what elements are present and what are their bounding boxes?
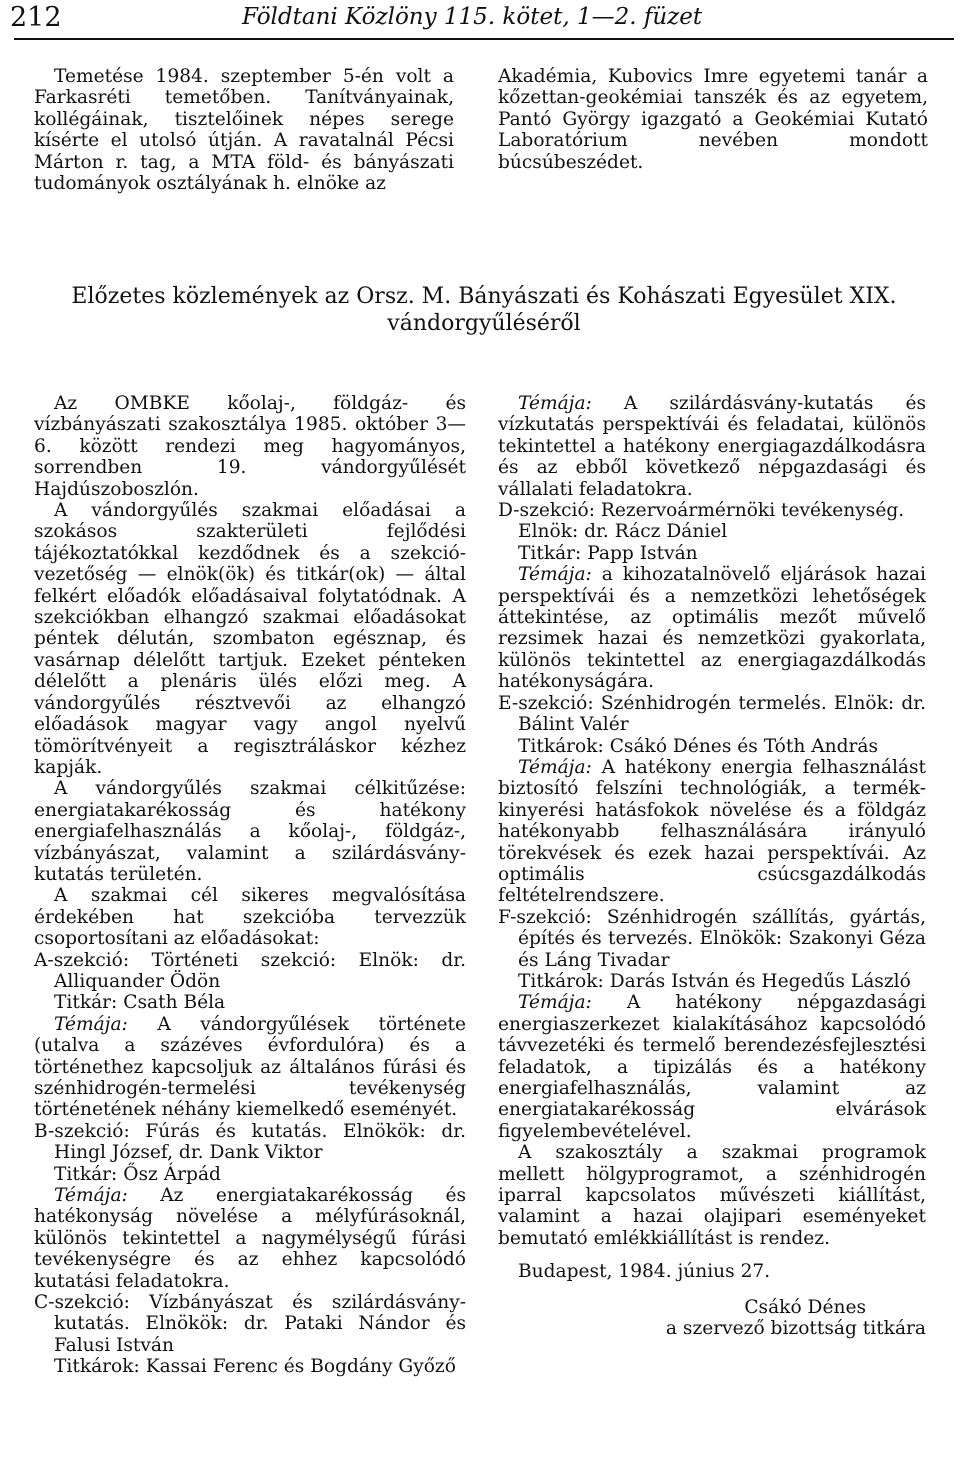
section-d-chair: Elnök: dr. Rácz Dániel: [518, 521, 728, 543]
paragraph-sections-intro: A szakmai cél sikeres megvalósítása érdekében hat szekcióba tervezzük csoportosítani az előadásokat:: [34, 885, 466, 950]
article-title-line2: vándorgyűléséről: [387, 311, 581, 336]
signature-name: Csákó Dénes: [744, 1296, 866, 1318]
header-rule: [14, 38, 954, 40]
theme-label: Témája:: [518, 756, 592, 778]
theme-label: Témája:: [518, 393, 592, 414]
paragraph-goal: A vándorgyűlés szakmai célkitűzése: energiatakarékosság és hatékony energiafelhasználás a kőolaj-, földgáz-, vízbányászat, valamint a szilárdásvány-kutatás területén.: [34, 778, 466, 885]
paragraph-program: A vándorgyűlés szakmai előadásai a szokásos szakterületi fejlődési tájékoztatókkal kezdődnek és a szekció-vezetőség — elnök(ök) és titkár(ok) — által felkért előadók előadásaival folytatódnak. A szekciókban elhangzó szakmai előadásokat péntek délután, szombaton egésznap, és vasárnap délelőtt tartjuk. Ezeket pénteken délelőtt a plenáris ülés előzi meg. A vándorgyűlés résztvevői az elhangzó előadások magyar vagy angol nyelvű tömörítvényeit a regisztráláskor kézhez kapják.: [34, 500, 466, 778]
journal-title: Földtani Közlöny 115. kötet, 1—2. füzet: [242, 4, 703, 30]
section-d-theme: [498, 564, 926, 692]
left-column: [34, 393, 466, 1378]
theme-text: A vándorgyűlések története (utalva a százéves évfordulóra) és a történethez kapcsoljuk az általános fúrási és szénhidrogén-termelési tevékenység történetének néhány kiemelkedő eseményét.: [34, 1013, 466, 1121]
theme-label: Témája:: [54, 1013, 128, 1035]
section-a-heading: A-szekció: Történeti szekció: Elnök: dr. Alliquander Ödön: [34, 949, 466, 992]
section-f-theme: [498, 992, 926, 1142]
theme-text: A hatékony népgazdasági energiaszerkezet kialakításához kapcsolódó távvezetéki és termelő berendezésfejlesztési feladatok, a tipizálás és a hatékony energiafelhasználás, valamint az energiatakarékosság elvárások figyelembevételével.: [498, 992, 926, 1142]
section-a-theme: [34, 1014, 466, 1121]
article-title: [34, 283, 934, 337]
theme-text: A szilárdásvány-kutatás és vízkutatás perspektívái és feladatai, különös tekintettel a hatékony energiagazdálkodásra és az ebből következő népgazdasági és vállalati feladatokra.: [498, 393, 926, 500]
page-number: 212: [10, 2, 62, 33]
section-c-secretary: Titkárok: Kassai Ferenc és Bogdány Győző: [54, 1356, 456, 1378]
date-line: Budapest, 1984. június 27.: [518, 1261, 771, 1283]
right-column: [498, 393, 926, 1339]
paragraph-intro: Az OMBKE kőolaj-, földgáz- és vízbányászati szakosztálya 1985. október 3—6. között rendezi meg hagyományos, sorrendben 19. vándorgyűlését Hajdúszoboszlón.: [34, 393, 466, 500]
section-b-secretary: Titkár: Ősz Árpád: [54, 1163, 221, 1185]
section-d-secretary: Titkár: Papp István: [518, 542, 698, 564]
section-c-heading: C-szekció: Vízbányászat és szilárdásvány-kutatás. Elnökök: dr. Pataki Nándor és Falusi István: [34, 1292, 466, 1356]
section-e-theme: [498, 757, 926, 907]
obituary-right-text: Akadémia, Kubovics Imre egyetemi tanár a kőzettan-geokémiai tanszék és az egyetem, Pantó György igazgató a Geokémiai Kutató Laboratórium nevében mondott búcsúbeszédet.: [498, 66, 928, 173]
section-e-secretary: Titkárok: Csákó Dénes és Tóth András: [518, 735, 879, 757]
obituary-left-text: Temetése 1984. szeptember 5-én volt a Farkasréti temetőben. Tanítványainak, kollégáinak, tisztelőinek népes serege kísérte el utolsó útján. A ravatalnál Pécsi Márton r. tag, a MTA föld- és bányászati tudományok osztályának h. elnöke az: [34, 66, 454, 195]
theme-label: Témája:: [54, 1185, 128, 1207]
theme-text: A hatékony energia felhasználást biztosító felszíni technológiák, a termék-kinyerési hatásfokok növelése és a földgáz hatékonyabb felhasználására irányuló törekvések és ezek hazai perspektívái. Az optimális csúcsgazdálkodás feltételrendszere.: [498, 756, 926, 907]
section-b-theme: [34, 1185, 466, 1292]
page-header: [0, 0, 960, 36]
section-c-theme: [498, 393, 926, 500]
signature-role: a szervező bizottság titkára: [665, 1318, 926, 1340]
theme-label: Témája:: [518, 564, 592, 586]
section-f-heading: F-szekció: Szénhidrogén szállítás, gyártás, építés és tervezés. Elnökök: Szakonyi Géza és Láng Tivadar: [498, 906, 926, 971]
theme-text: Az energiatakarékosság és hatékonyság növelése a mélyfúrásoknál, különös tekintettel a nagymélységű fúrási tevékenységre és az ehhez kapcsolódó kutatási feladatokra.: [34, 1185, 466, 1292]
section-b-heading: B-szekció: Fúrás és kutatás. Elnökök: dr. Hingl József, dr. Dank Viktor: [34, 1120, 466, 1164]
section-d-heading: D-szekció: Rezervoármérnöki tevékenység.: [498, 500, 905, 522]
theme-label: Témája:: [518, 992, 592, 1014]
section-f-secretary: Titkárok: Darás István és Hegedűs László: [518, 970, 911, 992]
paragraph-side-programs: A szakosztály a szakmai programok mellett hölgyprogramot, a szénhidrogén iparral kapcsolatos művészeti kiállítást, valamint a hazai olajipari eseményeket bemutató emlékkiállítást is rendez.: [498, 1142, 926, 1249]
section-e-heading: E-szekció: Szénhidrogén termelés. Elnök: dr. Bálint Valér: [498, 692, 926, 736]
section-a-secretary: Titkár: Csath Béla: [54, 992, 226, 1014]
theme-text: a kihozatalnövelő eljárások hazai perspektívái és a nemzetközi lehetőségek áttekintése, az optimális mezőt művelő rezsimek hazai és nemzetközi gyakorlata, különös tekintettel az energiagazdálkodás hatékonyságára.: [498, 564, 926, 693]
article-title-line1: Előzetes közlemények az Orsz. M. Bányászati és Kohászati Egyesület XIX.: [71, 284, 897, 309]
